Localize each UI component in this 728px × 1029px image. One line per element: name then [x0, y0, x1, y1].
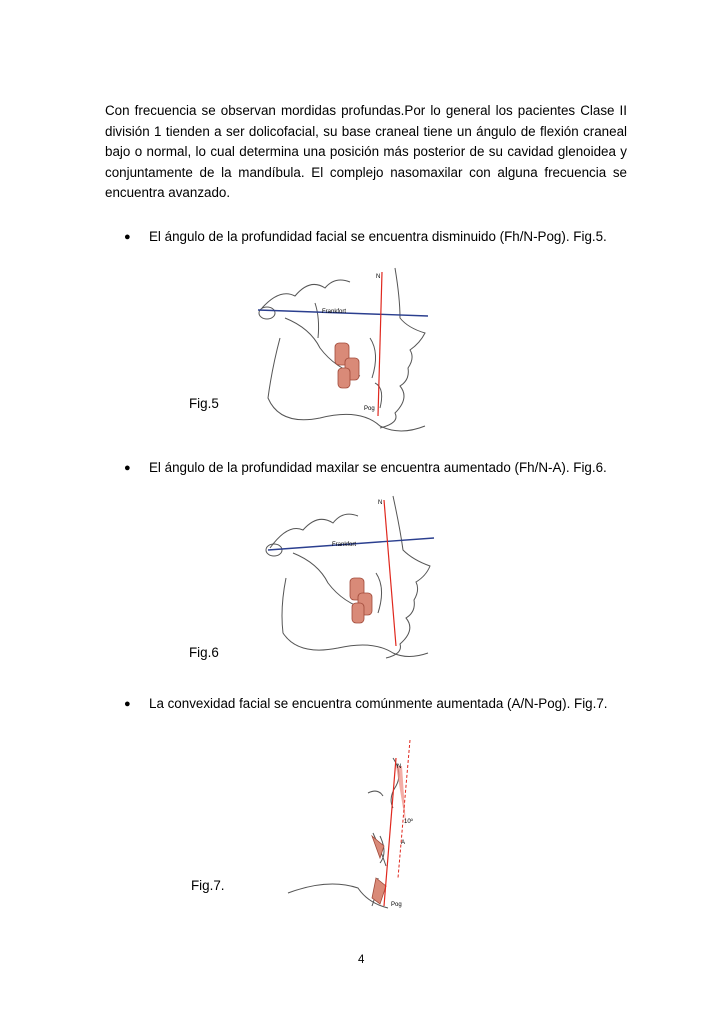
label-n: N: [397, 764, 402, 770]
label-n: N: [378, 500, 383, 506]
bullet-text: La convexidad facial se encuentra comúnmente aumentada (A/N-Pog). Fig.7.: [149, 696, 608, 711]
bullet-item: [116, 695, 628, 735]
figure-5-cephalometric-drawing: [250, 258, 440, 438]
figure-6-cephalometric-drawing: [258, 488, 443, 663]
bullet-text: El ángulo de la profundidad facial se encuentra disminuido (Fh/N-Pog). Fig.5.: [149, 229, 607, 244]
label-frankfort: Frankfort: [332, 542, 357, 548]
label-n: N: [376, 274, 381, 280]
maxillary-depth-line: [384, 500, 396, 646]
convexity-angle-wedge: [396, 766, 406, 826]
figure-7-cephalometric-drawing: [268, 738, 428, 918]
body-paragraph: Con frecuencia se observan mordidas profundas.Por lo general los pacientes Clase II división 1 tienden a ser dolicofacial, su base craneal tiene un ángulo de flexión craneal bajo o normal, lo cual determina una posición más posterior de su cavidad glenoidea y conjuntamente de la mandíbula. El complejo nasomaxilar con alguna frecuencia se encuentra avanzado.: [105, 103, 627, 201]
facial-plane-line: [384, 758, 396, 906]
label-pog: Pog: [391, 902, 402, 908]
bullet-dot: ●: [124, 462, 131, 474]
label-a: A: [401, 840, 406, 846]
page-number: 4: [358, 954, 365, 966]
label-angle: 10º: [404, 819, 413, 825]
label-frankfort: Frankfort: [322, 309, 347, 315]
bullet-text: El ángulo de la profundidad maxilar se encuentra aumentado (Fh/N-A). Fig.6.: [149, 460, 607, 475]
figure-5-caption: Fig.5: [189, 396, 219, 411]
bullet-dot: ●: [124, 231, 131, 243]
figure-7-caption: Fig.7.: [191, 878, 225, 893]
bullet-dot: ●: [124, 698, 131, 710]
figure-6-caption: Fig.6: [189, 645, 219, 660]
label-pog: Pog: [364, 406, 375, 412]
